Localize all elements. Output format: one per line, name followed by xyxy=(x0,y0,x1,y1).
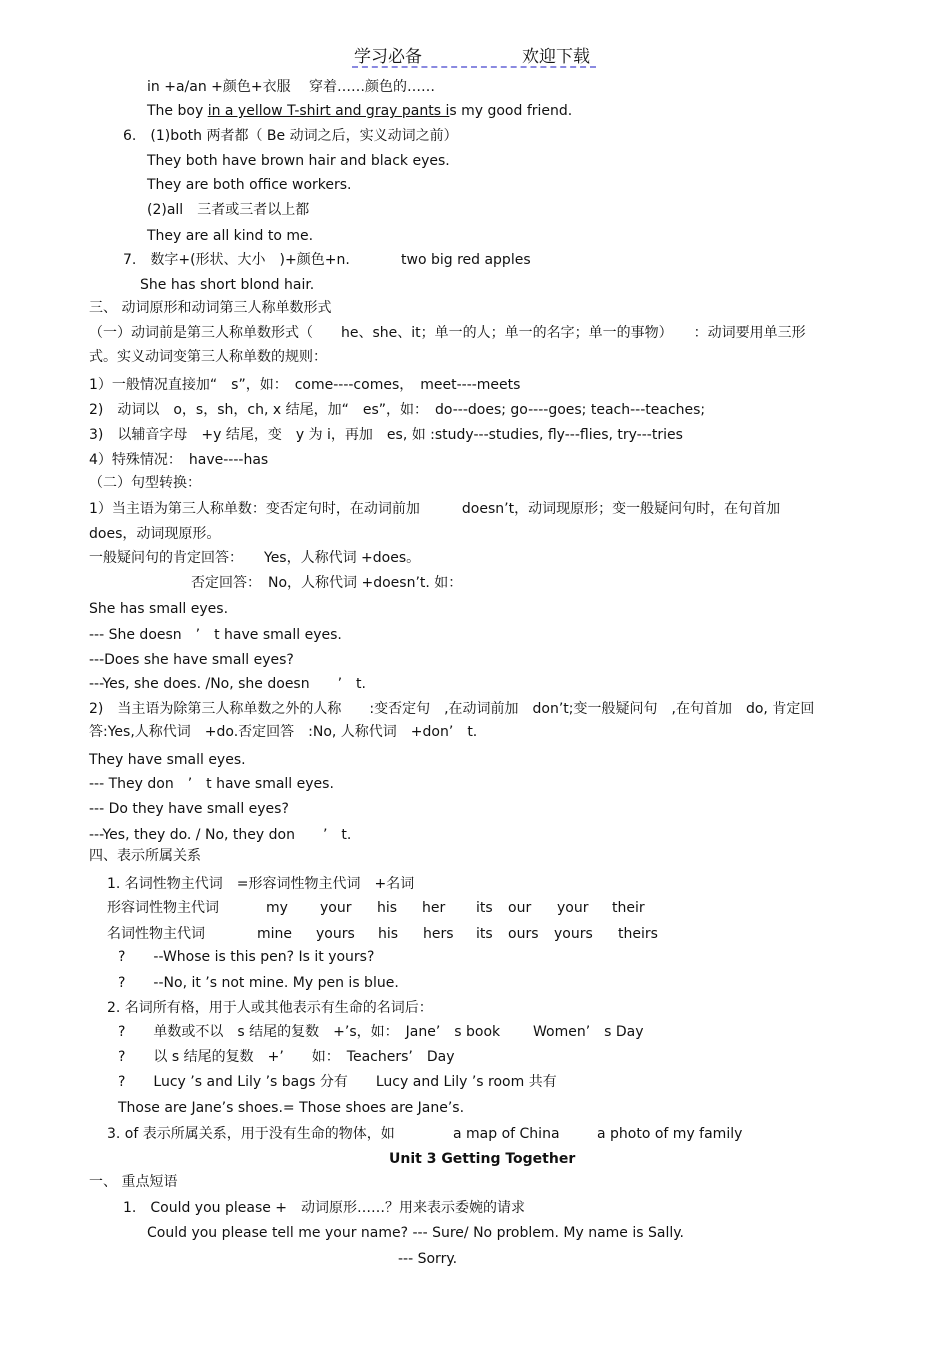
text-line: 1）当主语为第三人称单数：变否定句时，在动词前加 doesn’t，动词现原形；变一般疑问句时，在句首加 xyxy=(89,501,781,517)
text-line: 1. 名词性物主代词 =形容词性物主代词 +名词 xyxy=(107,876,415,892)
table-cell: its xyxy=(476,926,493,942)
text-line: --- She doesn ’ t have small eyes. xyxy=(89,627,342,643)
text-line xyxy=(147,102,572,120)
text-line: ---Does she have small eyes? xyxy=(89,652,294,668)
text-line: --- They don ’ t have small eyes. xyxy=(89,776,334,792)
text-line: a map of China xyxy=(453,1126,560,1142)
text-line: 否定回答： No，人称代词 +doesn’t. 如： xyxy=(191,575,463,591)
text-line: 4）特殊情况： have----has xyxy=(89,452,269,468)
text-line: 2) 动词以 o，s，sh，ch, x 结尾，加“ es”，如： do---does; go----goes; teach---teaches; xyxy=(89,402,706,418)
text-line: Women’ s Day xyxy=(533,1024,644,1040)
table-cell: yours xyxy=(316,926,355,942)
text-line: They are all kind to me. xyxy=(147,228,314,244)
text-line: ? --Whose is this pen? Is it yours? xyxy=(118,949,375,965)
text-line: 3) 以辅音字母 +y 结尾，变 y 为 i，再加 es, 如 :study---studies, fly---flies, try---tries xyxy=(89,427,683,443)
table-cell: 名词性物主代词 xyxy=(107,926,205,942)
section-heading: 一、 重点短语 xyxy=(89,1174,178,1190)
table-cell: ours xyxy=(508,926,539,942)
table-cell: theirs xyxy=(618,926,658,942)
unit-title: Unit 3 Getting Together xyxy=(389,1151,576,1167)
text-line: 1. Could you please + 动词原形……？用来表示委婉的请求 xyxy=(123,1200,526,1216)
text-line: 式。实义动词变第三人称单数的规则： xyxy=(89,349,327,365)
text-line: They both have brown hair and black eyes. xyxy=(147,153,450,169)
text-segment: s my good friend. xyxy=(449,103,573,119)
text-line: ? --No, it ’s not mine. My pen is blue. xyxy=(118,975,399,991)
text-line: ? Lucy ’s and Lily ’s bags 分有 Lucy and Lily ’s room 共有 xyxy=(118,1074,557,1090)
header-left-text: 学习必备 xyxy=(354,47,422,67)
section-heading: 四、表示所属关系 xyxy=(89,848,201,864)
table-cell: our xyxy=(508,900,532,916)
text-line: She has small eyes. xyxy=(89,601,229,617)
text-line: （一）动词前是第三人称单数形式（ he、she、it；单一的人；单一的名字；单一的事物） ：动词要用单三形 xyxy=(89,325,806,341)
table-cell: 形容词性物主代词 xyxy=(107,900,219,916)
table-cell: their xyxy=(612,900,645,916)
table-cell: mine xyxy=(257,926,293,942)
section-heading: 三、 动词原形和动词第三人称单数形式 xyxy=(89,300,332,316)
text-line: 1）一般情况直接加“ s”，如： come----comes， meet----meets xyxy=(89,377,521,393)
text-line: 一般疑问句的肯定回答： Yes，人称代词 +does。 xyxy=(89,550,421,566)
table-cell: hers xyxy=(423,926,454,942)
text-line: ---Yes, they do. / No, they don ’ t. xyxy=(89,827,352,843)
text-line: 3. of 表示所属关系，用于没有生命的物体，如 xyxy=(107,1126,395,1142)
table-cell: his xyxy=(378,926,399,942)
text-line: （二）句型转换： xyxy=(89,475,201,491)
text-line: 2. 名词所有格，用于人或其他表示有生命的名词后： xyxy=(107,1000,433,1016)
table-cell: my xyxy=(266,900,288,916)
text-line: in +a/an +颜色+衣服 穿着……颜色的…… xyxy=(147,79,436,95)
text-line: ---Yes, she does. /No, she doesn ’ t. xyxy=(89,676,366,692)
table-cell: his xyxy=(377,900,398,916)
underlined-text: in a yellow T-shirt and gray pants i xyxy=(207,103,450,119)
text-line: Those are Jane’s shoes.= Those shoes are Jane’s. xyxy=(118,1100,465,1116)
text-line: She has short blond hair. xyxy=(140,277,315,293)
text-line: two big red apples xyxy=(401,252,531,268)
table-cell: your xyxy=(320,900,352,916)
page-header xyxy=(352,40,596,68)
text-line: 7. 数字+(形状、大小 )+颜色+n. xyxy=(123,252,350,268)
header-right-text: 欢迎下载 xyxy=(522,47,590,67)
text-line: 答:Yes,人称代词 +do.否定回答 :No, 人称代词 +don’ t. xyxy=(89,724,478,740)
text-line: ? 单数或不以 s 结尾的复数 +’s，如： Jane’ s book xyxy=(118,1024,501,1040)
text-line: --- Sorry. xyxy=(398,1251,458,1267)
text-line: Could you please tell me your name? --- Sure/ No problem. My name is Sally. xyxy=(147,1225,684,1241)
table-cell: your xyxy=(557,900,589,916)
text-line: does，动词现原形。 xyxy=(89,526,221,542)
table-cell: her xyxy=(422,900,446,916)
text-line: (2)all 三者或三者以上都 xyxy=(147,202,310,218)
table-cell: yours xyxy=(554,926,593,942)
text-line: a photo of my family xyxy=(597,1126,743,1142)
text-line: 2) 当主语为除第三人称单数之外的人称 :变否定句 ,在动词前加 don’t;变一般疑问句 ,在句首加 do, 肯定回 xyxy=(89,701,815,717)
table-cell: its xyxy=(476,900,493,916)
text-line: ? 以 s 结尾的复数 +’ 如： Teachers’ Day xyxy=(118,1049,455,1065)
text-line: 6. (1)both 两者都（ Be 动词之后，实义动词之前） xyxy=(123,128,458,144)
text-segment: The boy xyxy=(147,103,208,119)
text-line: They are both office workers. xyxy=(147,177,352,193)
text-line: They have small eyes. xyxy=(89,752,246,768)
text-line: --- Do they have small eyes? xyxy=(89,801,289,817)
